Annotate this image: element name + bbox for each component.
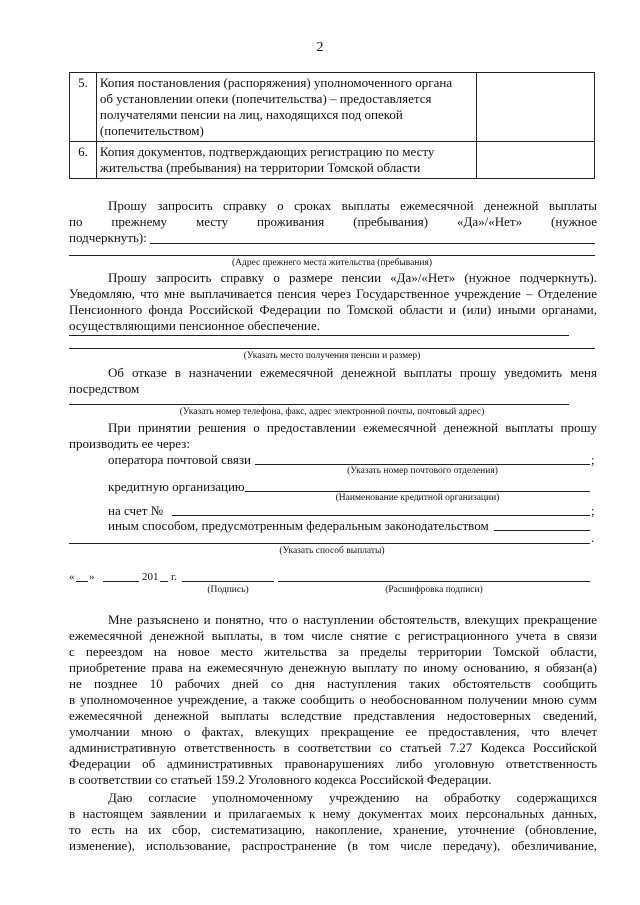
pension-place-field[interactable]: [69, 335, 569, 336]
previous-address-field-2[interactable]: [69, 255, 595, 256]
paragraph-line: с переездом на новое место жительства за пределы территории Томской области,: [69, 644, 597, 659]
previous-address-field[interactable]: [150, 243, 595, 244]
row-number: 6.: [70, 142, 97, 179]
account-semicolon: ;: [591, 503, 595, 518]
p4-line2: производить ее через:: [69, 436, 190, 451]
paragraph-line: не позднее 10 рабочих дней со дня наступления таких обстоятельств сообщить: [69, 676, 597, 691]
row-line: Копия документов, подтверждающих регистрацию по месту: [99, 144, 435, 159]
row-line: Копия постановления (распоряжения) уполномоченного органа: [99, 75, 453, 90]
notification-contact-caption: (Указать номер телефона, факс, адрес электронной почты, почтовый адрес): [179, 407, 485, 417]
p3-line1: Об отказе в назначении ежемесячной денежной выплаты прошу уведомить меня: [108, 365, 597, 380]
paragraph-line: изменение), использование, распространение (в том числе передачу), обезличивание,: [69, 838, 597, 853]
paragraph-line: Даю согласие уполномоченному учреждению на обработку содержащихся: [108, 790, 597, 805]
row-line: получателями пенсии на лиц, находящихся под опекой: [99, 107, 403, 122]
documents-table: [69, 72, 595, 179]
paragraph-line: то есть на их сбор, систематизацию, накопление, хранение, уточнение (обновление,: [69, 822, 597, 837]
date-close-quote: »: [89, 571, 95, 583]
row-mark-cell: [476, 142, 594, 179]
obligations-paragraph: [69, 612, 597, 788]
paragraph-line: приобретение права на ежемесячную денежную выплату по иному основанию, я обязан(а): [69, 660, 597, 675]
post-office-caption: (Указать номер почтового отделения): [347, 466, 498, 476]
table-row: [70, 73, 595, 142]
post-operator-label: оператора почтовой связи: [108, 452, 251, 467]
paragraph-line: в соответствии со статьей 159.2 Уголовного кодекса Российской Федерации.: [69, 772, 492, 787]
date-day-field[interactable]: [76, 581, 88, 582]
date-year-suffix: г.: [171, 571, 178, 583]
signature-decode-field[interactable]: [278, 581, 590, 582]
other-method-field-2[interactable]: [69, 543, 590, 544]
date-month-field[interactable]: [103, 581, 139, 582]
row-line: (попечительством): [99, 123, 204, 138]
notification-contact-field[interactable]: [69, 404, 569, 405]
row-mark-cell: [476, 73, 594, 142]
p2-line4: осуществляющими пенсионное обеспечение.: [69, 318, 320, 333]
pension-place-caption: (Указать место получения пенсии и размер): [243, 351, 421, 361]
other-method-field[interactable]: [494, 530, 590, 531]
other-method-label: иным способом, предусмотренным федеральным законодательством: [108, 518, 489, 533]
previous-address-caption: (Адрес прежнего места жительства (пребывания): [231, 258, 432, 268]
row-description: [96, 73, 476, 142]
consent-paragraph: [69, 790, 597, 854]
date-year-prefix: 201: [142, 571, 159, 583]
row-description: [96, 142, 476, 179]
paragraph-line: в уполномоченное учреждение, а также сообщить о необоснованном получении мною сумм: [69, 692, 597, 707]
signature-decode-caption: (Расшифровка подписи): [385, 585, 483, 595]
credit-org-label: кредитную организацию: [108, 479, 245, 494]
payment-method-caption: (Указать способ выплаты): [279, 546, 385, 556]
p1-line1: Прошу запросить справку о сроках выплаты ежемесячной денежной выплаты: [108, 198, 597, 213]
paragraph-line: административную ответственность в соответствии со статьей 7.27 Кодекса Российской: [69, 740, 597, 755]
row-line: жительства (пребывания) на территории Томской области: [99, 160, 421, 175]
p2-line1: Прошу запросить справку о размере пенсии «Да»/«Нет» (нужное подчеркнуть).: [108, 270, 597, 285]
p1-line3: подчеркнуть):: [69, 230, 147, 245]
row-number: 5.: [70, 73, 97, 142]
method-period: .: [591, 530, 595, 545]
account-number-field[interactable]: [172, 515, 590, 516]
pension-place-field-2[interactable]: [69, 348, 595, 349]
signature-field[interactable]: [182, 581, 274, 582]
credit-org-field[interactable]: [245, 491, 590, 492]
paragraph-line: Федерации об административных правонарушениях либо уголовную ответственность: [69, 756, 597, 771]
paragraph-line: ежемесячной денежной выплаты, в том числе снятие с регистрационного учета в связи: [69, 628, 597, 643]
post-semicolon: ;: [591, 452, 595, 467]
p2-line3: Пенсионного фонда Российской Федерации по Томской области и (или) иными органами,: [69, 302, 597, 317]
paragraph-line: умолчании мною о фактах, влекущих прекращение ее предоставления, что влечет: [69, 724, 597, 739]
date-open-quote: «: [69, 571, 75, 583]
paragraph-line: в настоящем заявлении и прилагаемых к нему документах моих персональных данных,: [69, 806, 597, 821]
post-office-field[interactable]: [255, 464, 590, 465]
p4-line1: При принятии решения о предоставлении ежемесячной денежной выплаты прошу: [108, 420, 597, 435]
paragraph-line: ежемесячной денежной выплаты вследствие представления недостоверных сведений,: [69, 708, 597, 723]
table-row: [70, 142, 595, 179]
credit-org-caption: (Наименование кредитной организации): [335, 493, 500, 503]
row-line: об установлении опеки (попечительства) – предоставляется: [99, 91, 432, 106]
account-label: на счет №: [108, 503, 164, 518]
p1-line2: по прежнему месту проживания (пребывания) «Да»/«Нет» (нужное: [69, 214, 597, 229]
p2-line2: Уведомляю, что мне выплачивается пенсия через Государственное учреждение – Отделение: [69, 286, 597, 301]
signature-caption: (Подпись): [207, 585, 249, 595]
date-year-field[interactable]: [160, 581, 168, 582]
page-number: 2: [316, 40, 324, 55]
paragraph-line: Мне разъяснено и понятно, что о наступлении обстоятельств, влекущих прекращение: [108, 612, 597, 627]
p3-line2: посредством: [69, 381, 140, 396]
